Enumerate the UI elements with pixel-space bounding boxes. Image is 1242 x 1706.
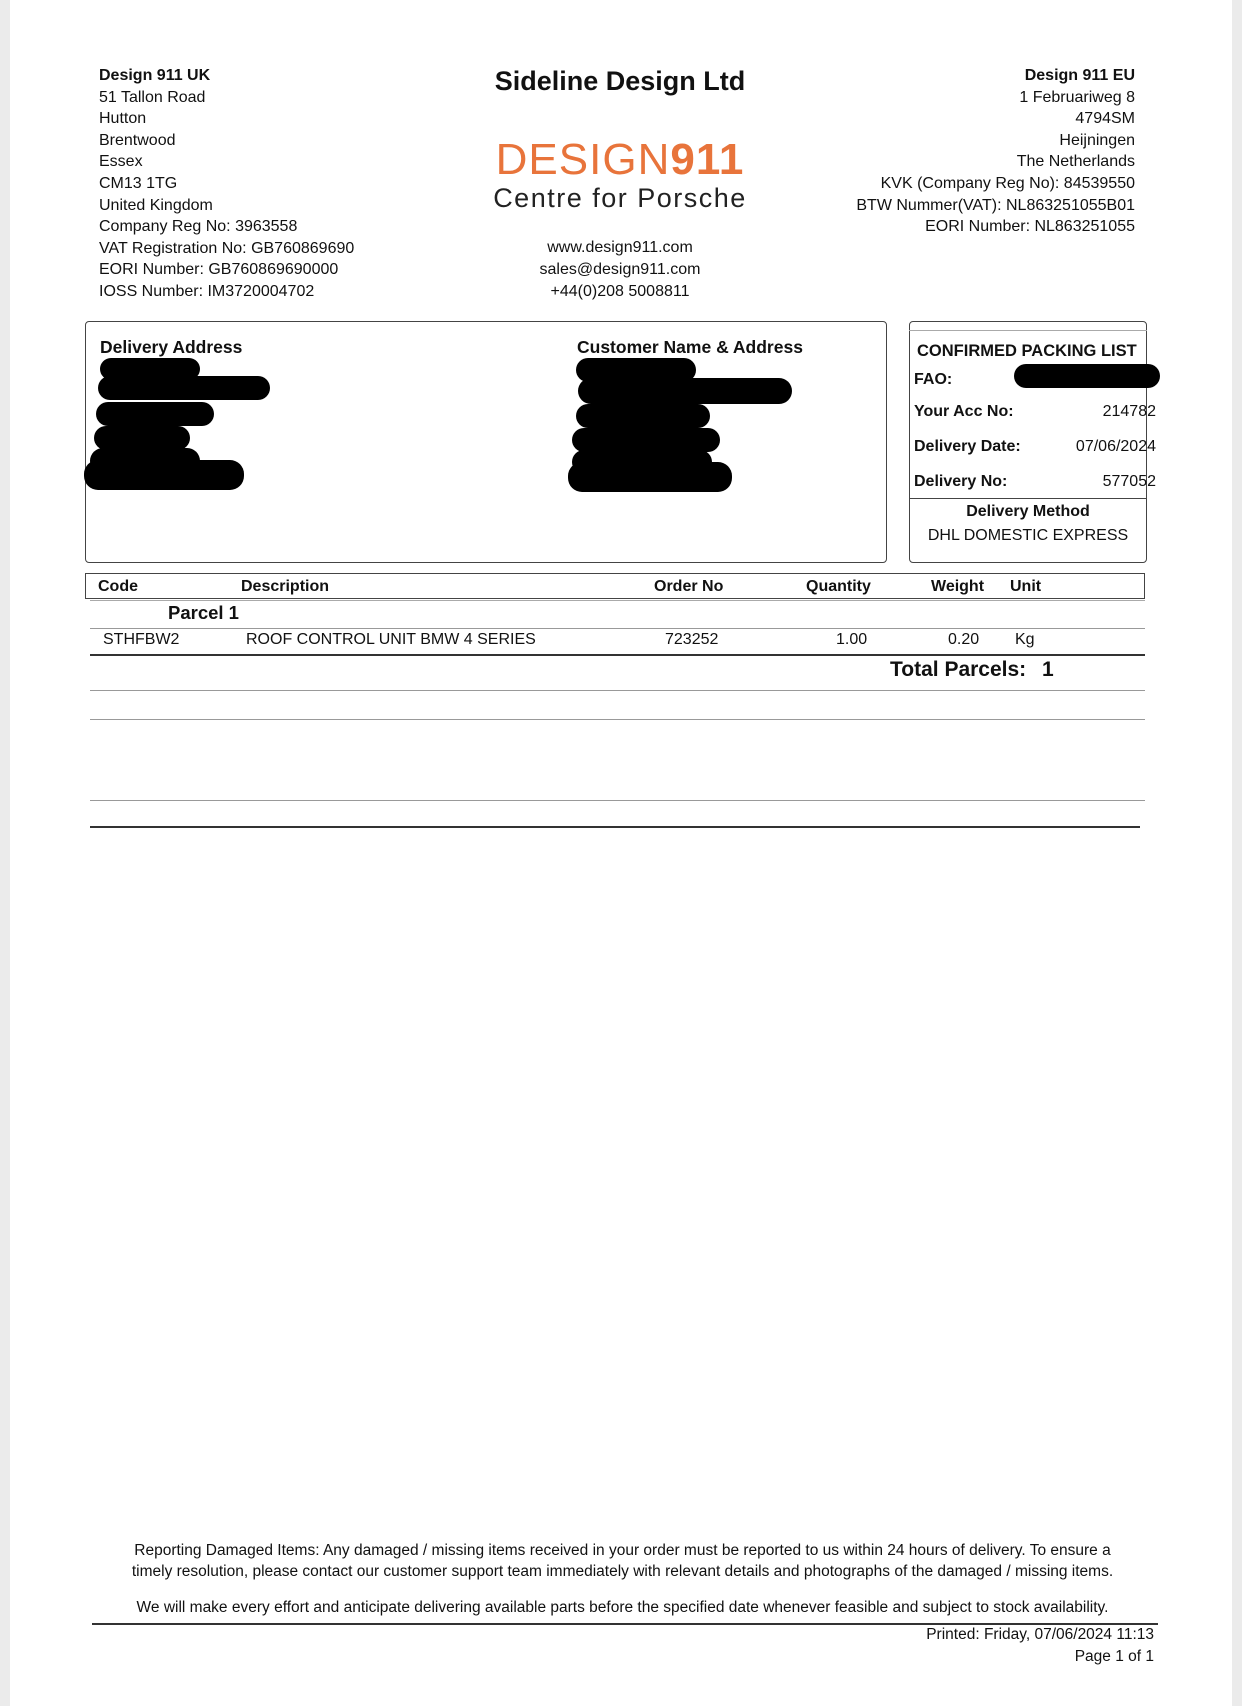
divider <box>90 600 1145 601</box>
delivery-date-label: Delivery Date: <box>914 438 1021 455</box>
eu-address <box>856 65 1135 238</box>
eu-line: BTW Nummer(VAT): NL863251055B01 <box>856 196 1135 214</box>
total-parcels-value: 1 <box>1042 658 1054 681</box>
damaged-items-notice <box>90 1540 1155 1582</box>
row-weight: 0.20 <box>948 631 980 648</box>
contact-info <box>410 237 830 303</box>
total-parcels-label: Total Parcels: <box>890 658 1027 681</box>
row-order-no: 723252 <box>665 631 719 648</box>
parcel-label: Parcel 1 <box>168 602 239 623</box>
logo-word: DESIGN <box>495 135 671 184</box>
phone-number: +44(0)208 5008811 <box>550 283 690 300</box>
page-number: Page 1 of 1 <box>1074 1648 1154 1665</box>
divider <box>90 800 1145 801</box>
email-link[interactable]: sales@design911.com <box>539 261 701 278</box>
uk-line: IOSS Number: IM3720004702 <box>99 282 315 300</box>
website-link[interactable]: www.design911.com <box>547 239 693 256</box>
logo-number: 911 <box>670 135 745 184</box>
notice-line: timely resolution, please contact our customer support team immediately with relevant details and photographs of the damaged / missing items. <box>131 1563 1114 1580</box>
delivery-address-label: Delivery Address <box>100 337 243 357</box>
uk-line: EORI Number: GB760869690000 <box>99 261 339 279</box>
delivery-date-value: 07/06/2024 <box>1075 438 1156 455</box>
redaction-mark <box>1014 364 1160 388</box>
divider <box>90 654 1145 656</box>
delivery-no-value: 577052 <box>1102 473 1156 490</box>
delivery-method-label: Delivery Method <box>966 503 1090 520</box>
acc-no-label: Your Acc No: <box>914 403 1014 420</box>
printed-timestamp: Printed: Friday, 07/06/2024 11:13 <box>926 1626 1154 1643</box>
delivery-no-label: Delivery No: <box>914 473 1008 490</box>
header-weight: Weight <box>931 578 985 595</box>
eu-line: Heijningen <box>1059 131 1135 149</box>
eu-line: 4794SM <box>1075 110 1135 128</box>
divider <box>909 330 1147 331</box>
design911-logo <box>410 135 830 184</box>
total-parcels <box>890 658 1054 682</box>
divider <box>90 826 1140 828</box>
header-unit: Unit <box>1010 578 1042 595</box>
header-description: Description <box>241 578 330 595</box>
uk-line: Company Reg No: 3963558 <box>99 218 298 236</box>
uk-line: CM13 1TG <box>99 174 178 192</box>
fao-label: FAO: <box>914 371 953 388</box>
divider <box>90 719 1145 720</box>
row-unit: Kg <box>1015 631 1035 648</box>
header-code: Code <box>98 578 138 595</box>
uk-line: Essex <box>99 153 143 171</box>
uk-line: VAT Registration No: GB760869690 <box>99 239 355 257</box>
header-quantity: Quantity <box>806 578 871 595</box>
divider <box>909 498 1147 499</box>
row-description: ROOF CONTROL UNIT BMW 4 SERIES <box>246 631 536 648</box>
divider <box>90 690 1145 691</box>
eu-line: The Netherlands <box>1016 153 1135 171</box>
document-page <box>10 0 1232 1706</box>
customer-address-label: Customer Name & Address <box>577 337 803 357</box>
notice-line: Reporting Damaged Items: Any damaged / missing items received in your order must be reported to us within 24 hours of delivery. To ensure a <box>134 1542 1111 1559</box>
eu-title: Design 911 EU <box>1024 67 1135 84</box>
uk-title: Design 911 UK <box>99 67 211 84</box>
eu-line: 1 Februariweg 8 <box>1019 88 1135 106</box>
uk-line: United Kingdom <box>99 196 213 214</box>
header-order-no: Order No <box>654 578 724 595</box>
eu-line: EORI Number: NL863251055 <box>925 218 1135 236</box>
company-name: Sideline Design Ltd <box>494 66 746 96</box>
logo-tagline: Centre for Porsche <box>493 183 747 213</box>
row-quantity: 1.00 <box>836 631 868 648</box>
uk-line: Hutton <box>99 110 147 128</box>
uk-line: Brentwood <box>99 131 176 149</box>
uk-address <box>99 65 354 303</box>
delivery-method-value: DHL DOMESTIC EXPRESS <box>927 527 1129 544</box>
acc-no-value: 214782 <box>1102 403 1156 420</box>
uk-line: 51 Tallon Road <box>99 88 206 106</box>
row-code: STHFBW2 <box>103 631 180 648</box>
divider <box>90 628 1145 629</box>
delivery-effort-notice: We will make every effort and anticipate delivering available parts before the specified date whenever feasible and subject to stock availability. <box>136 1599 1109 1616</box>
packing-list-title: CONFIRMED PACKING LIST <box>917 342 1137 360</box>
eu-line: KVK (Company Reg No): 84539550 <box>880 174 1135 192</box>
divider <box>92 1623 1158 1625</box>
